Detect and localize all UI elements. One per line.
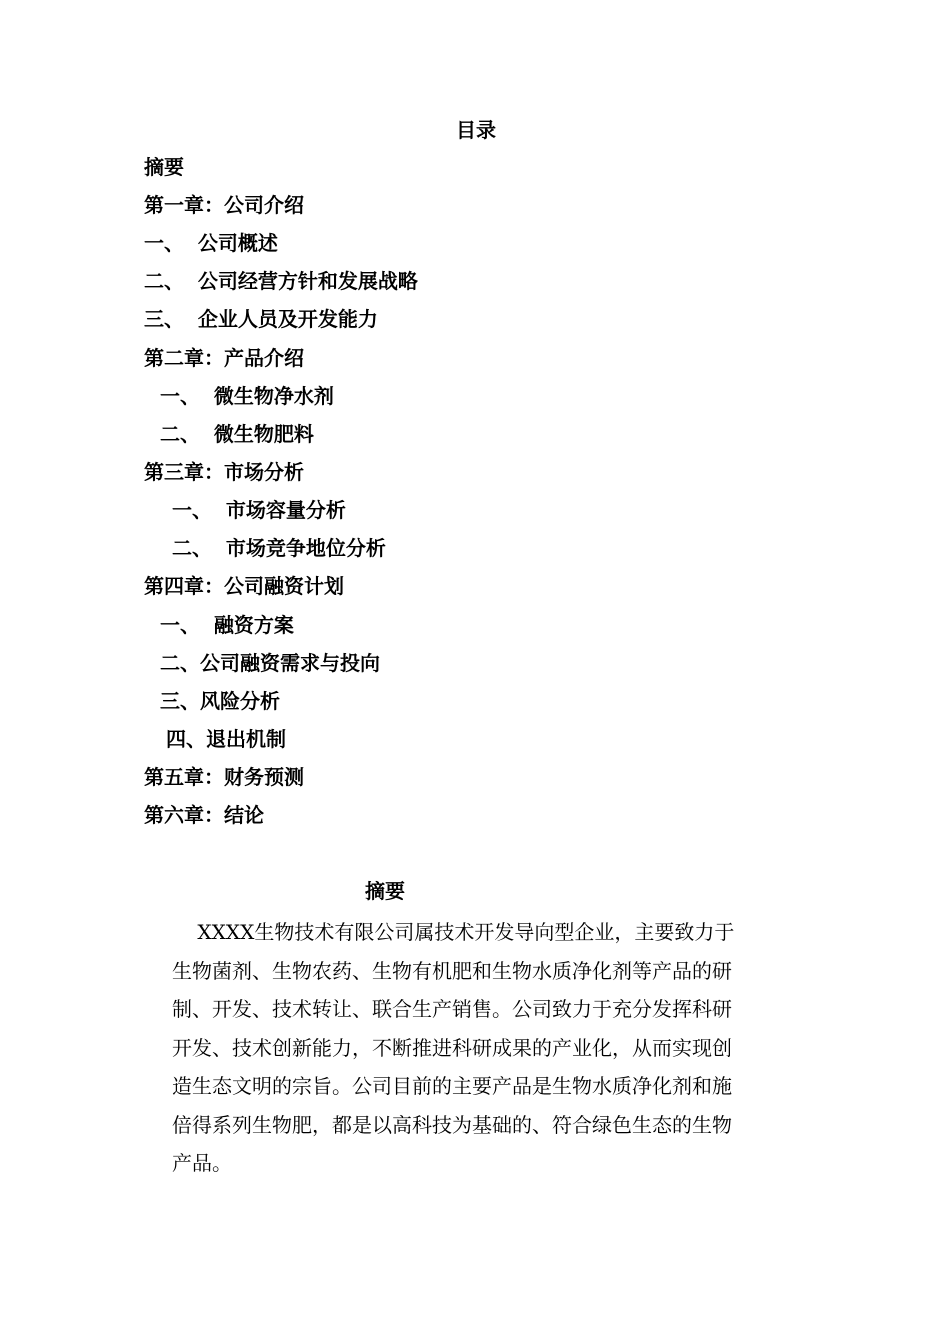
toc-item-abstract: 摘要: [144, 155, 184, 179]
toc-item-chapter-6: 第六章：结论: [144, 803, 264, 827]
toc-item-3-1: 一、 市场容量分析: [172, 498, 346, 522]
toc-item-4-1: 一、 融资方案: [160, 613, 294, 637]
abstract-line: 制、开发、技术转让、联合生产销售。公司致力于充分发挥科研: [172, 997, 732, 1021]
toc-item-1-3: 三、 企业人员及开发能力: [144, 307, 378, 331]
toc-item-1-2: 二、 公司经营方针和发展战略: [144, 269, 418, 293]
abstract-line: 产品。: [172, 1151, 232, 1175]
toc-item-chapter-2: 第二章：产品介绍: [144, 346, 304, 370]
toc-item-chapter-5: 第五章：财务预测: [144, 765, 304, 789]
toc-item-3-2: 二、 市场竞争地位分析: [172, 536, 386, 560]
toc-item-1-1: 一、 公司概述: [144, 231, 278, 255]
abstract-line: XXXX生物技术有限公司属技术开发导向型企业，主要致力于: [172, 920, 735, 944]
abstract-title: 摘要: [365, 879, 405, 903]
toc-item-2-1: 一、 微生物净水剂: [160, 384, 334, 408]
abstract-line: 生物菌剂、生物农药、生物有机肥和生物水质净化剂等产品的研: [172, 958, 732, 983]
toc-title: 目录: [456, 118, 496, 142]
toc-item-4-2: 二、公司融资需求与投向: [160, 651, 380, 675]
toc-item-chapter-3: 第三章：市场分析: [144, 460, 304, 484]
toc-item-4-4: 四、退出机制: [166, 727, 286, 751]
toc-item-4-3: 三、风险分析: [160, 689, 280, 713]
abstract-line: 倍得系列生物肥，都是以高科技为基础的、符合绿色生态的生物: [172, 1112, 732, 1137]
toc-item-2-2: 二、 微生物肥料: [160, 422, 314, 446]
abstract-line: 开发、技术创新能力，不断推进科研成果的产业化，从而实现创: [172, 1035, 732, 1060]
abstract-line: 造生态文明的宗旨。公司目前的主要产品是生物水质净化剂和施: [172, 1074, 732, 1098]
toc-item-chapter-1: 第一章：公司介绍: [144, 193, 304, 217]
abstract-paragraph: [172, 913, 806, 1183]
toc-item-chapter-4: 第四章：公司融资计划: [144, 574, 344, 598]
